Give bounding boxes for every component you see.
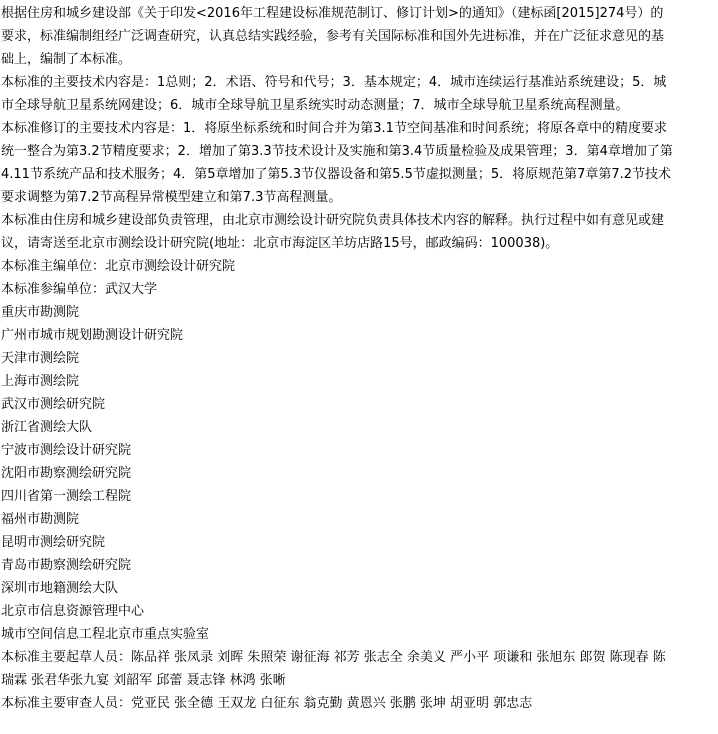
participating-unit: 天津市测绘院 — [1, 351, 80, 366]
participating-unit: 宁波市测绘设计研究院 — [1, 443, 132, 458]
participating-unit: 福州市勘测院 — [1, 512, 80, 527]
text-line: 统一整合为第3.2节精度要求；2．增加了第3.3节技术设计及实施和第3.4节质量检验及成果管理；3．第4章增加了第 — [1, 144, 673, 159]
text-line: 本标准的主要技术内容是：1总则；2．术语、符号和代号；3．基本规定；4．城市连续运行基准站系统建设；5．城 — [1, 75, 667, 90]
participating-unit: 上海市测绘院 — [1, 374, 80, 389]
text-line: 要求，标准编制组经广泛调查研究，认真总结实践经验，参考有关国际标准和国外先进标准，并在广泛征求意见的基 — [1, 29, 665, 44]
drafters-line: 本标准主要起草人员：陈品祥 张凤录 刘晖 朱照荣 谢征海 祁芳 张志全 余美义 严小平 项谦和 张旭东 郎贺 陈现春 陈 — [1, 650, 666, 665]
participating-unit-line: 本标准参编单位：武汉大学 — [1, 282, 158, 297]
participating-unit: 沈阳市勘察测绘研究院 — [1, 466, 132, 481]
participating-unit: 广州市城市规划勘测设计研究院 — [1, 328, 184, 343]
text-line: 市全球导航卫星系统网建设；6．城市全球导航卫星系统实时动态测量；7．城市全球导航卫星系统高程测量。 — [1, 98, 629, 113]
participating-unit: 武汉市测绘研究院 — [1, 397, 106, 412]
text-line: 4.11节系统产品和技术服务；4．第5章增加了第5.3节仪器设备和第5.5节虚拟测量；5．将原规范第7章第7.2节技术 — [1, 167, 672, 182]
text-line: 础上，编制了本标准。 — [1, 52, 132, 67]
participating-unit: 四川省第一测绘工程院 — [1, 489, 132, 504]
participating-unit: 深圳市地籍测绘大队 — [1, 581, 119, 596]
participating-unit: 浙江省测绘大队 — [1, 420, 93, 435]
participating-unit: 城市空间信息工程北京市重点实验室 — [1, 627, 210, 642]
reviewers-line: 本标准主要审查人员：党亚民 张全德 王双龙 白征东 翁克勤 黄恩兴 张鹏 张坤 胡亚明 郭忠志 — [1, 696, 533, 711]
participating-unit: 重庆市勘测院 — [1, 305, 80, 320]
text-line: 要求调整为第7.2节高程异常模型建立和第7.3节高程测量。 — [1, 190, 342, 205]
drafters-line: 瑞霖 张君华张九宴 刘韶军 邱蕾 聂志锋 林鸿 张晰 — [1, 673, 286, 688]
text-line: 本标准由住房和城乡建设部负责管理，由北京市测绘设计研究院负责具体技术内容的解释。执行过程中如有意见或建 — [1, 213, 665, 228]
text-line: 议，请寄送至北京市测绘设计研究院(地址：北京市海淀区羊坊店路15号，邮政编码：100038)。 — [1, 236, 559, 251]
participating-unit: 青岛市勘察测绘研究院 — [1, 558, 132, 573]
text-line: 根据住房和城乡建设部《关于印发<2016年工程建设标准规范制订、修订计划>的通知》（建标函[2015]274号）的 — [1, 6, 664, 21]
text-line: 本标准修订的主要技术内容是：1．将原坐标系统和时间合并为第3.1节空间基准和时间系统；将原各章中的精度要求 — [1, 121, 667, 136]
editor-unit-line: 本标准主编单位：北京市测绘设计研究院 — [1, 259, 236, 274]
participating-unit: 北京市信息资源管理中心 — [1, 604, 145, 619]
participating-unit: 昆明市测绘研究院 — [1, 535, 106, 550]
